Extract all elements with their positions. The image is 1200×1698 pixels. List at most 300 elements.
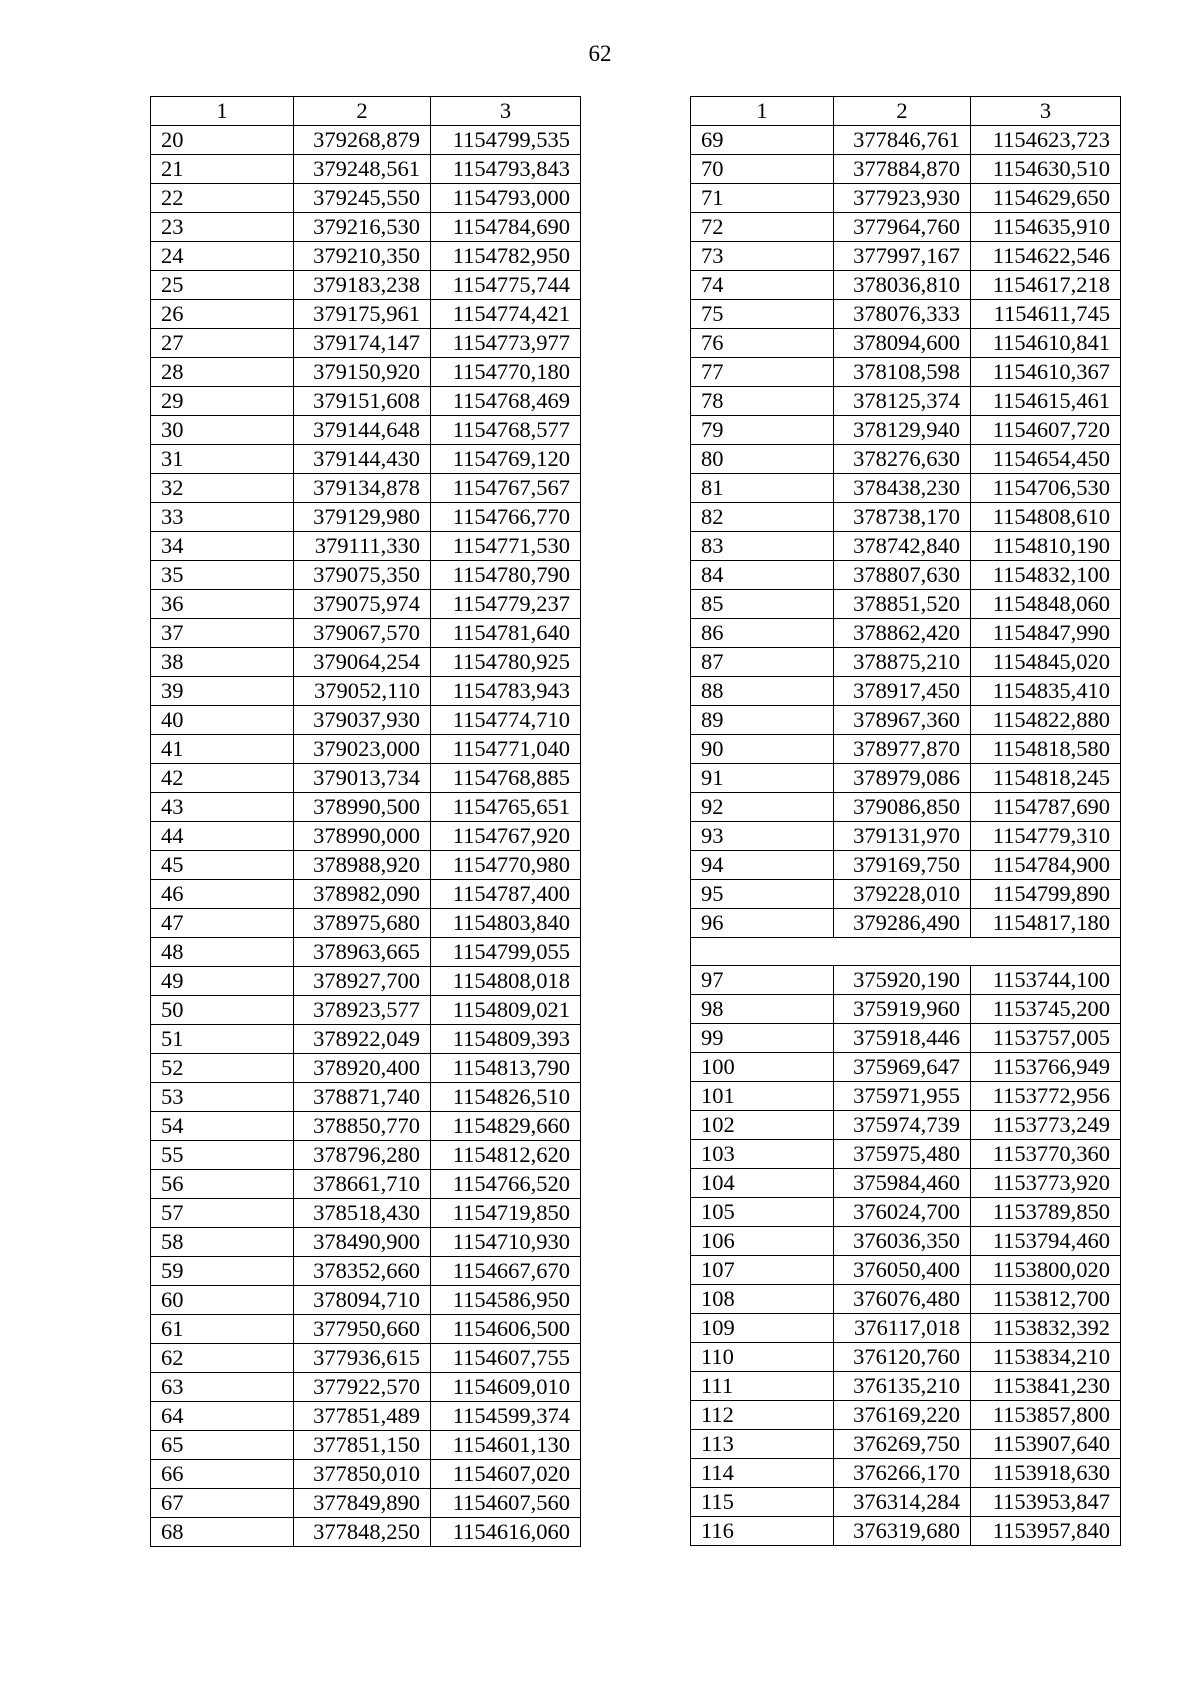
table-row <box>691 880 1121 909</box>
point-number-cell: 66 <box>151 1460 294 1489</box>
y-coordinate-cell: 1154822,880 <box>971 706 1121 735</box>
point-number-cell: 45 <box>151 851 294 880</box>
y-coordinate-cell: 1154774,710 <box>431 706 581 735</box>
point-number-cell: 41 <box>151 735 294 764</box>
x-coordinate-cell: 379064,254 <box>294 648 431 677</box>
x-coordinate-cell: 378076,333 <box>834 300 971 329</box>
point-number-cell: 116 <box>691 1517 834 1546</box>
point-number-cell: 50 <box>151 996 294 1025</box>
y-coordinate-cell: 1154622,546 <box>971 242 1121 271</box>
x-coordinate-cell: 378990,000 <box>294 822 431 851</box>
table-row <box>691 1082 1121 1111</box>
x-coordinate-cell: 379067,570 <box>294 619 431 648</box>
y-coordinate-cell: 1154775,744 <box>431 271 581 300</box>
point-number-cell: 103 <box>691 1140 834 1169</box>
x-coordinate-cell: 376135,210 <box>834 1372 971 1401</box>
point-number-cell: 85 <box>691 590 834 619</box>
column-header-2: 2 <box>834 97 971 126</box>
x-coordinate-cell: 378988,920 <box>294 851 431 880</box>
x-coordinate-cell: 379210,350 <box>294 242 431 271</box>
x-coordinate-cell: 378975,680 <box>294 909 431 938</box>
point-number-cell: 64 <box>151 1402 294 1431</box>
x-coordinate-cell: 379286,490 <box>834 909 971 938</box>
point-number-cell: 110 <box>691 1343 834 1372</box>
point-number-cell: 56 <box>151 1170 294 1199</box>
y-coordinate-cell: 1154779,237 <box>431 590 581 619</box>
x-coordinate-cell: 378796,280 <box>294 1141 431 1170</box>
x-coordinate-cell: 378129,940 <box>834 416 971 445</box>
x-coordinate-cell: 378862,420 <box>834 619 971 648</box>
y-coordinate-cell: 1154606,500 <box>431 1315 581 1344</box>
point-number-cell: 106 <box>691 1227 834 1256</box>
table-row <box>691 358 1121 387</box>
x-coordinate-cell: 377849,890 <box>294 1489 431 1518</box>
x-coordinate-cell: 378738,170 <box>834 503 971 532</box>
x-coordinate-cell: 378850,770 <box>294 1112 431 1141</box>
x-coordinate-cell: 378807,630 <box>834 561 971 590</box>
point-number-cell: 49 <box>151 967 294 996</box>
point-number-cell: 76 <box>691 329 834 358</box>
point-number-cell: 27 <box>151 329 294 358</box>
table-row <box>151 1489 581 1518</box>
page-number: 62 <box>588 41 612 66</box>
x-coordinate-cell: 378922,049 <box>294 1025 431 1054</box>
point-number-cell: 23 <box>151 213 294 242</box>
table-row <box>151 822 581 851</box>
point-number-cell: 61 <box>151 1315 294 1344</box>
point-number-cell: 57 <box>151 1199 294 1228</box>
table-row <box>151 1460 581 1489</box>
y-coordinate-cell: 1153907,640 <box>971 1430 1121 1459</box>
x-coordinate-cell: 378036,810 <box>834 271 971 300</box>
table-row <box>151 1518 581 1547</box>
point-number-cell: 46 <box>151 880 294 909</box>
point-number-cell: 36 <box>151 590 294 619</box>
point-number-cell: 105 <box>691 1198 834 1227</box>
y-coordinate-cell: 1154601,130 <box>431 1431 581 1460</box>
x-coordinate-cell: 379144,430 <box>294 445 431 474</box>
point-number-cell: 62 <box>151 1344 294 1373</box>
y-coordinate-cell: 1154780,925 <box>431 648 581 677</box>
y-coordinate-cell: 1154765,651 <box>431 793 581 822</box>
x-coordinate-cell: 378977,870 <box>834 735 971 764</box>
point-number-cell: 75 <box>691 300 834 329</box>
y-coordinate-cell: 1154809,021 <box>431 996 581 1025</box>
table-row <box>691 1111 1121 1140</box>
table-row <box>151 1402 581 1431</box>
table-row <box>691 126 1121 155</box>
point-number-cell: 93 <box>691 822 834 851</box>
y-coordinate-cell: 1154829,660 <box>431 1112 581 1141</box>
point-number-cell: 114 <box>691 1459 834 1488</box>
table-row <box>691 1024 1121 1053</box>
table-row <box>691 1401 1121 1430</box>
y-coordinate-cell: 1154607,755 <box>431 1344 581 1373</box>
x-coordinate-cell: 378742,840 <box>834 532 971 561</box>
x-coordinate-cell: 378967,360 <box>834 706 971 735</box>
table-row <box>151 445 581 474</box>
table-row <box>151 329 581 358</box>
point-number-cell: 71 <box>691 184 834 213</box>
y-coordinate-cell: 1154774,421 <box>431 300 581 329</box>
x-coordinate-cell: 379216,530 <box>294 213 431 242</box>
y-coordinate-cell: 1154779,310 <box>971 822 1121 851</box>
table-row <box>151 1141 581 1170</box>
y-coordinate-cell: 1154770,980 <box>431 851 581 880</box>
table-row <box>151 242 581 271</box>
point-number-cell: 39 <box>151 677 294 706</box>
point-number-cell: 53 <box>151 1083 294 1112</box>
point-number-cell: 37 <box>151 619 294 648</box>
column-header-2: 2 <box>294 97 431 126</box>
table-row <box>691 242 1121 271</box>
point-number-cell: 59 <box>151 1257 294 1286</box>
y-coordinate-cell: 1154803,840 <box>431 909 581 938</box>
table-row <box>151 938 581 967</box>
y-coordinate-cell: 1154784,900 <box>971 851 1121 880</box>
x-coordinate-cell: 377922,570 <box>294 1373 431 1402</box>
x-coordinate-cell: 378276,630 <box>834 445 971 474</box>
x-coordinate-cell: 375971,955 <box>834 1082 971 1111</box>
y-coordinate-cell: 1154667,670 <box>431 1257 581 1286</box>
y-coordinate-cell: 1153773,920 <box>971 1169 1121 1198</box>
point-number-cell: 32 <box>151 474 294 503</box>
x-coordinate-cell: 379183,238 <box>294 271 431 300</box>
table-row <box>691 1430 1121 1459</box>
x-coordinate-cell: 377950,660 <box>294 1315 431 1344</box>
table-row <box>151 1373 581 1402</box>
table-row <box>691 503 1121 532</box>
y-coordinate-cell: 1154607,720 <box>971 416 1121 445</box>
x-coordinate-cell: 375974,739 <box>834 1111 971 1140</box>
point-number-cell: 96 <box>691 909 834 938</box>
x-coordinate-cell: 376319,680 <box>834 1517 971 1546</box>
x-coordinate-cell: 379151,608 <box>294 387 431 416</box>
point-number-cell: 25 <box>151 271 294 300</box>
table-row <box>151 358 581 387</box>
y-coordinate-cell: 1154586,950 <box>431 1286 581 1315</box>
point-number-cell: 108 <box>691 1285 834 1314</box>
y-coordinate-cell: 1154812,620 <box>431 1141 581 1170</box>
table-row <box>151 677 581 706</box>
table-row <box>691 329 1121 358</box>
x-coordinate-cell: 378438,230 <box>834 474 971 503</box>
point-number-cell: 65 <box>151 1431 294 1460</box>
point-number-cell: 82 <box>691 503 834 532</box>
y-coordinate-cell: 1154793,000 <box>431 184 581 213</box>
y-coordinate-cell: 1154771,040 <box>431 735 581 764</box>
x-coordinate-cell: 376076,480 <box>834 1285 971 1314</box>
y-coordinate-cell: 1154607,020 <box>431 1460 581 1489</box>
point-number-cell: 98 <box>691 995 834 1024</box>
table-row <box>691 619 1121 648</box>
x-coordinate-cell: 378875,210 <box>834 648 971 677</box>
x-coordinate-cell: 375919,960 <box>834 995 971 1024</box>
x-coordinate-cell: 378979,086 <box>834 764 971 793</box>
y-coordinate-cell: 1154818,580 <box>971 735 1121 764</box>
y-coordinate-cell: 1154799,055 <box>431 938 581 967</box>
x-coordinate-cell: 378094,710 <box>294 1286 431 1315</box>
x-coordinate-cell: 376050,400 <box>834 1256 971 1285</box>
y-coordinate-cell: 1153832,392 <box>971 1314 1121 1343</box>
point-number-cell: 80 <box>691 445 834 474</box>
x-coordinate-cell: 376117,018 <box>834 1314 971 1343</box>
table-row <box>151 706 581 735</box>
x-coordinate-cell: 379075,350 <box>294 561 431 590</box>
table-row <box>691 1053 1121 1082</box>
point-number-cell: 55 <box>151 1141 294 1170</box>
point-number-cell: 81 <box>691 474 834 503</box>
y-coordinate-cell: 1153800,020 <box>971 1256 1121 1285</box>
table-row <box>151 1112 581 1141</box>
y-coordinate-cell: 1153953,847 <box>971 1488 1121 1517</box>
table-row <box>691 1372 1121 1401</box>
column-header-3: 3 <box>971 97 1121 126</box>
table-row <box>691 184 1121 213</box>
y-coordinate-cell: 1154793,843 <box>431 155 581 184</box>
y-coordinate-cell: 1154782,950 <box>431 242 581 271</box>
point-number-cell: 101 <box>691 1082 834 1111</box>
table-row <box>691 213 1121 242</box>
y-coordinate-cell: 1154847,990 <box>971 619 1121 648</box>
table-row <box>151 1083 581 1112</box>
point-number-cell: 38 <box>151 648 294 677</box>
table-row <box>691 995 1121 1024</box>
x-coordinate-cell: 379174,147 <box>294 329 431 358</box>
x-coordinate-cell: 379248,561 <box>294 155 431 184</box>
table-row <box>691 1314 1121 1343</box>
table-row <box>151 996 581 1025</box>
point-number-cell: 30 <box>151 416 294 445</box>
table-row <box>151 155 581 184</box>
x-coordinate-cell: 375918,446 <box>834 1024 971 1053</box>
table-row <box>151 648 581 677</box>
coordinates-table-right <box>690 96 1121 1546</box>
y-coordinate-cell: 1154784,690 <box>431 213 581 242</box>
point-number-cell: 70 <box>691 155 834 184</box>
x-coordinate-cell: 379134,878 <box>294 474 431 503</box>
x-coordinate-cell: 377884,870 <box>834 155 971 184</box>
x-coordinate-cell: 378990,500 <box>294 793 431 822</box>
y-coordinate-cell: 1153770,360 <box>971 1140 1121 1169</box>
table-row <box>691 1169 1121 1198</box>
x-coordinate-cell: 376266,170 <box>834 1459 971 1488</box>
table-row <box>151 1286 581 1315</box>
point-number-cell: 88 <box>691 677 834 706</box>
x-coordinate-cell: 378094,600 <box>834 329 971 358</box>
x-coordinate-cell: 379037,930 <box>294 706 431 735</box>
y-coordinate-cell: 1154710,930 <box>431 1228 581 1257</box>
point-number-cell: 26 <box>151 300 294 329</box>
table-row <box>691 155 1121 184</box>
table-row <box>691 735 1121 764</box>
y-coordinate-cell: 1154787,690 <box>971 793 1121 822</box>
table-row <box>691 1343 1121 1372</box>
y-coordinate-cell: 1154615,461 <box>971 387 1121 416</box>
point-number-cell: 22 <box>151 184 294 213</box>
table-row <box>691 416 1121 445</box>
y-coordinate-cell: 1154783,943 <box>431 677 581 706</box>
point-number-cell: 21 <box>151 155 294 184</box>
y-coordinate-cell: 1154630,510 <box>971 155 1121 184</box>
y-coordinate-cell: 1154787,400 <box>431 880 581 909</box>
y-coordinate-cell: 1153857,800 <box>971 1401 1121 1430</box>
y-coordinate-cell: 1153794,460 <box>971 1227 1121 1256</box>
y-coordinate-cell: 1154654,450 <box>971 445 1121 474</box>
point-number-cell: 33 <box>151 503 294 532</box>
y-coordinate-cell: 1153957,840 <box>971 1517 1121 1546</box>
y-coordinate-cell: 1154767,920 <box>431 822 581 851</box>
table-row <box>151 967 581 996</box>
y-coordinate-cell: 1154817,180 <box>971 909 1121 938</box>
x-coordinate-cell: 376269,750 <box>834 1430 971 1459</box>
table-row <box>151 561 581 590</box>
point-number-cell: 54 <box>151 1112 294 1141</box>
table-row-blank <box>691 938 1121 966</box>
point-number-cell: 47 <box>151 909 294 938</box>
point-number-cell: 74 <box>691 271 834 300</box>
y-coordinate-cell: 1153841,230 <box>971 1372 1121 1401</box>
table-row <box>691 1256 1121 1285</box>
table-row <box>691 822 1121 851</box>
y-coordinate-cell: 1154706,530 <box>971 474 1121 503</box>
point-number-cell: 52 <box>151 1054 294 1083</box>
x-coordinate-cell: 378490,900 <box>294 1228 431 1257</box>
table-row <box>691 271 1121 300</box>
x-coordinate-cell: 377851,150 <box>294 1431 431 1460</box>
x-coordinate-cell: 379052,110 <box>294 677 431 706</box>
point-number-cell: 86 <box>691 619 834 648</box>
blank-cell <box>691 938 1121 966</box>
table-row <box>151 474 581 503</box>
table-row <box>151 213 581 242</box>
point-number-cell: 43 <box>151 793 294 822</box>
x-coordinate-cell: 376169,220 <box>834 1401 971 1430</box>
point-number-cell: 113 <box>691 1430 834 1459</box>
table-row <box>691 648 1121 677</box>
point-number-cell: 109 <box>691 1314 834 1343</box>
table-row <box>691 764 1121 793</box>
y-coordinate-cell: 1154848,060 <box>971 590 1121 619</box>
table-row <box>691 1488 1121 1517</box>
x-coordinate-cell: 378917,450 <box>834 677 971 706</box>
table-row <box>151 184 581 213</box>
x-coordinate-cell: 375984,460 <box>834 1169 971 1198</box>
y-coordinate-cell: 1154768,469 <box>431 387 581 416</box>
table-row <box>151 416 581 445</box>
table-row <box>691 677 1121 706</box>
x-coordinate-cell: 379023,000 <box>294 735 431 764</box>
y-coordinate-cell: 1154845,020 <box>971 648 1121 677</box>
x-coordinate-cell: 379075,974 <box>294 590 431 619</box>
y-coordinate-cell: 1154808,018 <box>431 967 581 996</box>
table-row <box>691 532 1121 561</box>
point-number-cell: 69 <box>691 126 834 155</box>
point-number-cell: 102 <box>691 1111 834 1140</box>
table-row <box>151 1344 581 1373</box>
table-row <box>691 561 1121 590</box>
x-coordinate-cell: 377964,760 <box>834 213 971 242</box>
table-row <box>151 793 581 822</box>
y-coordinate-cell: 1154808,610 <box>971 503 1121 532</box>
y-coordinate-cell: 1154599,374 <box>431 1402 581 1431</box>
x-coordinate-cell: 377848,250 <box>294 1518 431 1547</box>
x-coordinate-cell: 378927,700 <box>294 967 431 996</box>
table-row <box>691 387 1121 416</box>
y-coordinate-cell: 1153757,005 <box>971 1024 1121 1053</box>
table-row <box>151 1315 581 1344</box>
point-number-cell: 24 <box>151 242 294 271</box>
point-number-cell: 63 <box>151 1373 294 1402</box>
table-row <box>151 619 581 648</box>
table-row <box>151 909 581 938</box>
y-coordinate-cell: 1154780,790 <box>431 561 581 590</box>
x-coordinate-cell: 378982,090 <box>294 880 431 909</box>
y-coordinate-cell: 1153744,100 <box>971 966 1121 995</box>
table-row <box>151 1054 581 1083</box>
point-number-cell: 100 <box>691 1053 834 1082</box>
y-coordinate-cell: 1154818,245 <box>971 764 1121 793</box>
x-coordinate-cell: 379268,879 <box>294 126 431 155</box>
table-header-row <box>691 97 1121 126</box>
x-coordinate-cell: 379111,330 <box>294 532 431 561</box>
y-coordinate-cell: 1153789,850 <box>971 1198 1121 1227</box>
table-row <box>151 271 581 300</box>
table-row <box>691 1140 1121 1169</box>
y-coordinate-cell: 1153766,949 <box>971 1053 1121 1082</box>
point-number-cell: 28 <box>151 358 294 387</box>
x-coordinate-cell: 378108,598 <box>834 358 971 387</box>
y-coordinate-cell: 1154826,510 <box>431 1083 581 1112</box>
table-row <box>691 966 1121 995</box>
y-coordinate-cell: 1154629,650 <box>971 184 1121 213</box>
x-coordinate-cell: 376036,350 <box>834 1227 971 1256</box>
point-number-cell: 87 <box>691 648 834 677</box>
y-coordinate-cell: 1153918,630 <box>971 1459 1121 1488</box>
point-number-cell: 115 <box>691 1488 834 1517</box>
point-number-cell: 34 <box>151 532 294 561</box>
point-number-cell: 99 <box>691 1024 834 1053</box>
x-coordinate-cell: 376314,284 <box>834 1488 971 1517</box>
table-row <box>151 764 581 793</box>
x-coordinate-cell: 377850,010 <box>294 1460 431 1489</box>
table-row <box>151 1199 581 1228</box>
x-coordinate-cell: 377851,489 <box>294 1402 431 1431</box>
point-number-cell: 97 <box>691 966 834 995</box>
y-coordinate-cell: 1153745,200 <box>971 995 1121 1024</box>
y-coordinate-cell: 1153812,700 <box>971 1285 1121 1314</box>
column-header-1: 1 <box>691 97 834 126</box>
x-coordinate-cell: 377923,930 <box>834 184 971 213</box>
x-coordinate-cell: 378871,740 <box>294 1083 431 1112</box>
x-coordinate-cell: 379131,970 <box>834 822 971 851</box>
table-row <box>151 126 581 155</box>
y-coordinate-cell: 1153772,956 <box>971 1082 1121 1111</box>
point-number-cell: 68 <box>151 1518 294 1547</box>
table-row <box>691 590 1121 619</box>
table-row <box>691 1198 1121 1227</box>
point-number-cell: 44 <box>151 822 294 851</box>
x-coordinate-cell: 375975,480 <box>834 1140 971 1169</box>
y-coordinate-cell: 1154610,367 <box>971 358 1121 387</box>
table-row <box>151 1170 581 1199</box>
y-coordinate-cell: 1154810,190 <box>971 532 1121 561</box>
point-number-cell: 89 <box>691 706 834 735</box>
x-coordinate-cell: 379245,550 <box>294 184 431 213</box>
y-coordinate-cell: 1154768,577 <box>431 416 581 445</box>
x-coordinate-cell: 379129,980 <box>294 503 431 532</box>
table-row <box>691 300 1121 329</box>
